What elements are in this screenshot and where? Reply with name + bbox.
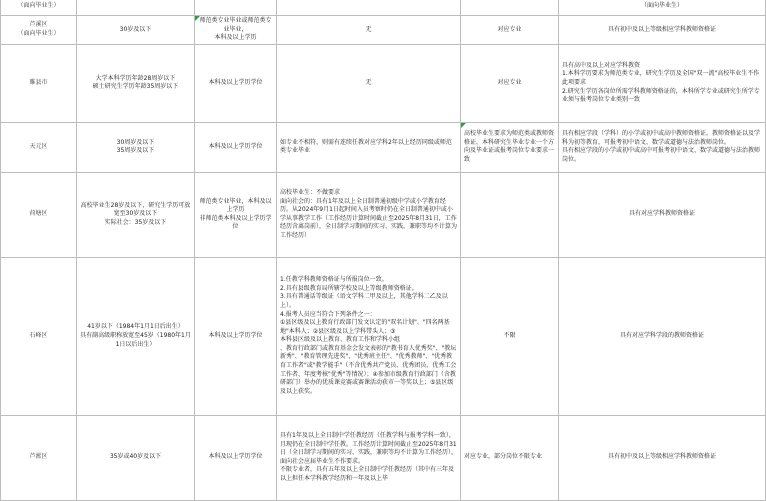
cell-text: 师范类专业毕业或师范类专业毕业， 本科及以上学历: [199, 17, 272, 42]
cell-text: 具有1年及以上全日制中学任教经历（任教学科与报考学科一致），且现仍在全日制中学任教。工作经历计算时间截止至2025年8月31日（全日制学习期间的实习、实践，兼职等均不计算为工作经历），面向社会应届毕业生不作要求。 不限专业者，具有五年及以上全日制中学任教经历（其中有三年及以上担任本学科教学经历和一年及以上毕: [280, 432, 458, 482]
cell-exp[interactable]: [277, 0, 461, 16]
cell-text: 不限: [503, 331, 516, 339]
cell-region[interactable]: [1, 0, 77, 16]
cell-text: （面向毕业生）: [17, 2, 60, 10]
cell-text: 本科及以上学历学位: [208, 142, 263, 150]
cell-text: 1.任教学科教师资格证与所报岗位一致。 2.具有县级教育局所辖学校及以上等级教师资格证。 3.具有普通话等级证（语文学科二甲及以上，其他学科二乙及以上）。 4.报考人员应当符合下列条件之一： ①县区级及以上教育行政部门发文认定的"双名计划"、"四名两基地"本科人；②县区级及以上学科带头人；③ 本科县区级及以上教育、教育工作和学科小组 、教育行政部门或教育基金会发文表彰的"教书育人优秀奖"、"教坛新秀"、"教育管理先进奖"、"优秀班主任"、"优秀教师"、"优秀教育工作者"或"教学能手"（不含优秀共产党员、优秀团员、优秀工会工作者、年度考核"优秀"等情况）；④参加市级教育行政部门（含教研部门）举办的优质课竞赛或赛课活动获市一等奖以上；⑤县区级及以上获奖。: [280, 276, 457, 395]
cell-text: 无: [365, 78, 372, 86]
cell-other[interactable]: [461, 44, 559, 122]
cell-exp[interactable]: [277, 415, 461, 500]
cell-exp[interactable]: [277, 44, 461, 122]
cell-region[interactable]: [1, 172, 77, 257]
cell-age[interactable]: [77, 122, 195, 172]
cell-text: 芦溪区 （面向毕业生）: [17, 21, 60, 37]
cell-text: 荷塘区: [29, 210, 48, 218]
table-row: [1, 257, 766, 415]
cell-edu[interactable]: [195, 172, 277, 257]
cell-region[interactable]: [1, 44, 77, 122]
cell-exp[interactable]: [277, 122, 461, 172]
cell-text: 30岁及以下: [119, 25, 152, 33]
cell-exp[interactable]: [277, 257, 461, 415]
cell-other[interactable]: [461, 172, 559, 257]
cell-text: 天元区: [29, 142, 48, 150]
cell-text: 具有对应学科教师资格证: [628, 210, 695, 218]
cell-text: 本科及以上学历学位: [208, 78, 263, 86]
cell-other[interactable]: [461, 0, 559, 16]
cell-text: 无: [365, 25, 372, 33]
cell-text: 如专业不相符，则需有连续任教对应学科2年以上经历同级或师范类专业毕业: [280, 138, 452, 155]
cell-edu[interactable]: [195, 16, 277, 45]
cell-text: 睢县市: [29, 78, 48, 86]
cell-edu[interactable]: [195, 122, 277, 172]
cell-text: 本科及以上学历学位: [208, 331, 263, 339]
cell-text: 对应专业: [497, 25, 522, 33]
cell-text: 芦淞区: [29, 453, 48, 461]
cell-text: 大学本科学历年龄28周岁以下 硕士研究生学历年龄35周岁以下: [92, 74, 179, 91]
cell-text: 35岁或40岁及以下: [109, 453, 162, 461]
cell-text: 对应专业: [497, 78, 522, 86]
cell-age[interactable]: [77, 257, 195, 415]
table-row: [1, 172, 766, 257]
cell-exp[interactable]: [277, 172, 461, 257]
table-row: [1, 415, 766, 500]
comment-indicator-icon: [195, 16, 200, 21]
cell-cert[interactable]: [559, 415, 766, 500]
cell-edu[interactable]: [195, 0, 277, 16]
cell-text: 高校毕业生要求为师范类或教师资格证，本科研究生毕业专业一个方向及毕业证或报考岗位专业要求一致: [464, 130, 555, 163]
cell-text: 具有相应学段（学科）的小学或初中或高中教师资格证。教师资格证以及学科为初等教育，可报考初中语文、数学或道德与法治教师岗位。 具有相应学段的小学或初中或高中可报考初中语文、数学或道德与法治教师岗位。: [562, 130, 761, 163]
cell-text: 本科及以上学历学位: [208, 453, 263, 461]
cell-other[interactable]: [461, 415, 559, 500]
cell-cert[interactable]: [559, 44, 766, 122]
cell-text: 高校毕业生28岁及以下，研究生学历可放宽至30岁及以下 实际社会：35岁及以下: [80, 201, 191, 227]
cell-text: 具有初中及以上等级相应学科教师资格证: [607, 25, 716, 33]
cell-age[interactable]: [77, 415, 195, 500]
cell-exp[interactable]: [277, 16, 461, 45]
cell-region[interactable]: [1, 122, 77, 172]
cell-cert[interactable]: [559, 257, 766, 415]
comment-indicator-icon: [461, 123, 466, 128]
cell-text: （面向毕业生）: [640, 2, 683, 10]
cell-cert[interactable]: [559, 16, 766, 45]
cell-text: 30周岁及以下 35周岁及以下: [116, 138, 155, 155]
cell-edu[interactable]: [195, 257, 277, 415]
cell-cert[interactable]: [559, 122, 766, 172]
cell-region[interactable]: [1, 16, 77, 45]
table-row: [1, 44, 766, 122]
cell-age[interactable]: [77, 0, 195, 16]
cell-text: 对应专业，部分岗位不限专业: [464, 453, 543, 461]
cell-cert[interactable]: [559, 0, 766, 16]
cell-text: 具有对应学科学段的教师资格证: [619, 331, 704, 339]
cell-other[interactable]: [461, 122, 559, 172]
table-row: [1, 16, 766, 45]
cell-age[interactable]: [77, 44, 195, 122]
cell-age[interactable]: [77, 172, 195, 257]
cell-text: 41岁以下（1984年1月1日后出生） 具有副高级职称放宽至45岁（1980年1月1日以后出生）: [80, 323, 191, 348]
cell-text: 师范类专业毕业，本科及以上学历 非师范类本科及以上学历学位: [199, 197, 272, 231]
table-row: [1, 0, 766, 16]
cell-edu[interactable]: [195, 415, 277, 500]
cell-text: 具有高中及以上对应学科教资 1.本科学历要求为师范类专业，研究生学历及全国"双一流"高校毕业生不作此项要求 2.研究生学历各岗位所需学科教师资格证的，本科所学专业或研究生所学专业须与报考岗位专业类别一致: [562, 61, 760, 104]
cell-age[interactable]: [77, 16, 195, 45]
cell-text: 具有初中及以上等级相应学科教师资格证: [607, 453, 716, 461]
cell-other[interactable]: [461, 257, 559, 415]
cell-text: 高校毕业生：不做要求 面向社会的：具有1年及以上全日制普通初级中学或小学教育经历。从2024年9月1日起时间入员考察时仍在全日制普通初中或小学从事教学工作（工作经历计算时间截止至2025年8月31日，工作经历含离岗前），全日制学习期间的实习、实践，兼职等均不计算为工作经历）: [280, 189, 458, 239]
table-row: [1, 122, 766, 172]
cell-region[interactable]: [1, 257, 77, 415]
cell-other[interactable]: [461, 16, 559, 45]
cell-cert[interactable]: [559, 172, 766, 257]
cell-edu[interactable]: [195, 44, 277, 122]
cell-region[interactable]: [1, 415, 77, 500]
cell-text: 石峰区: [29, 331, 48, 339]
